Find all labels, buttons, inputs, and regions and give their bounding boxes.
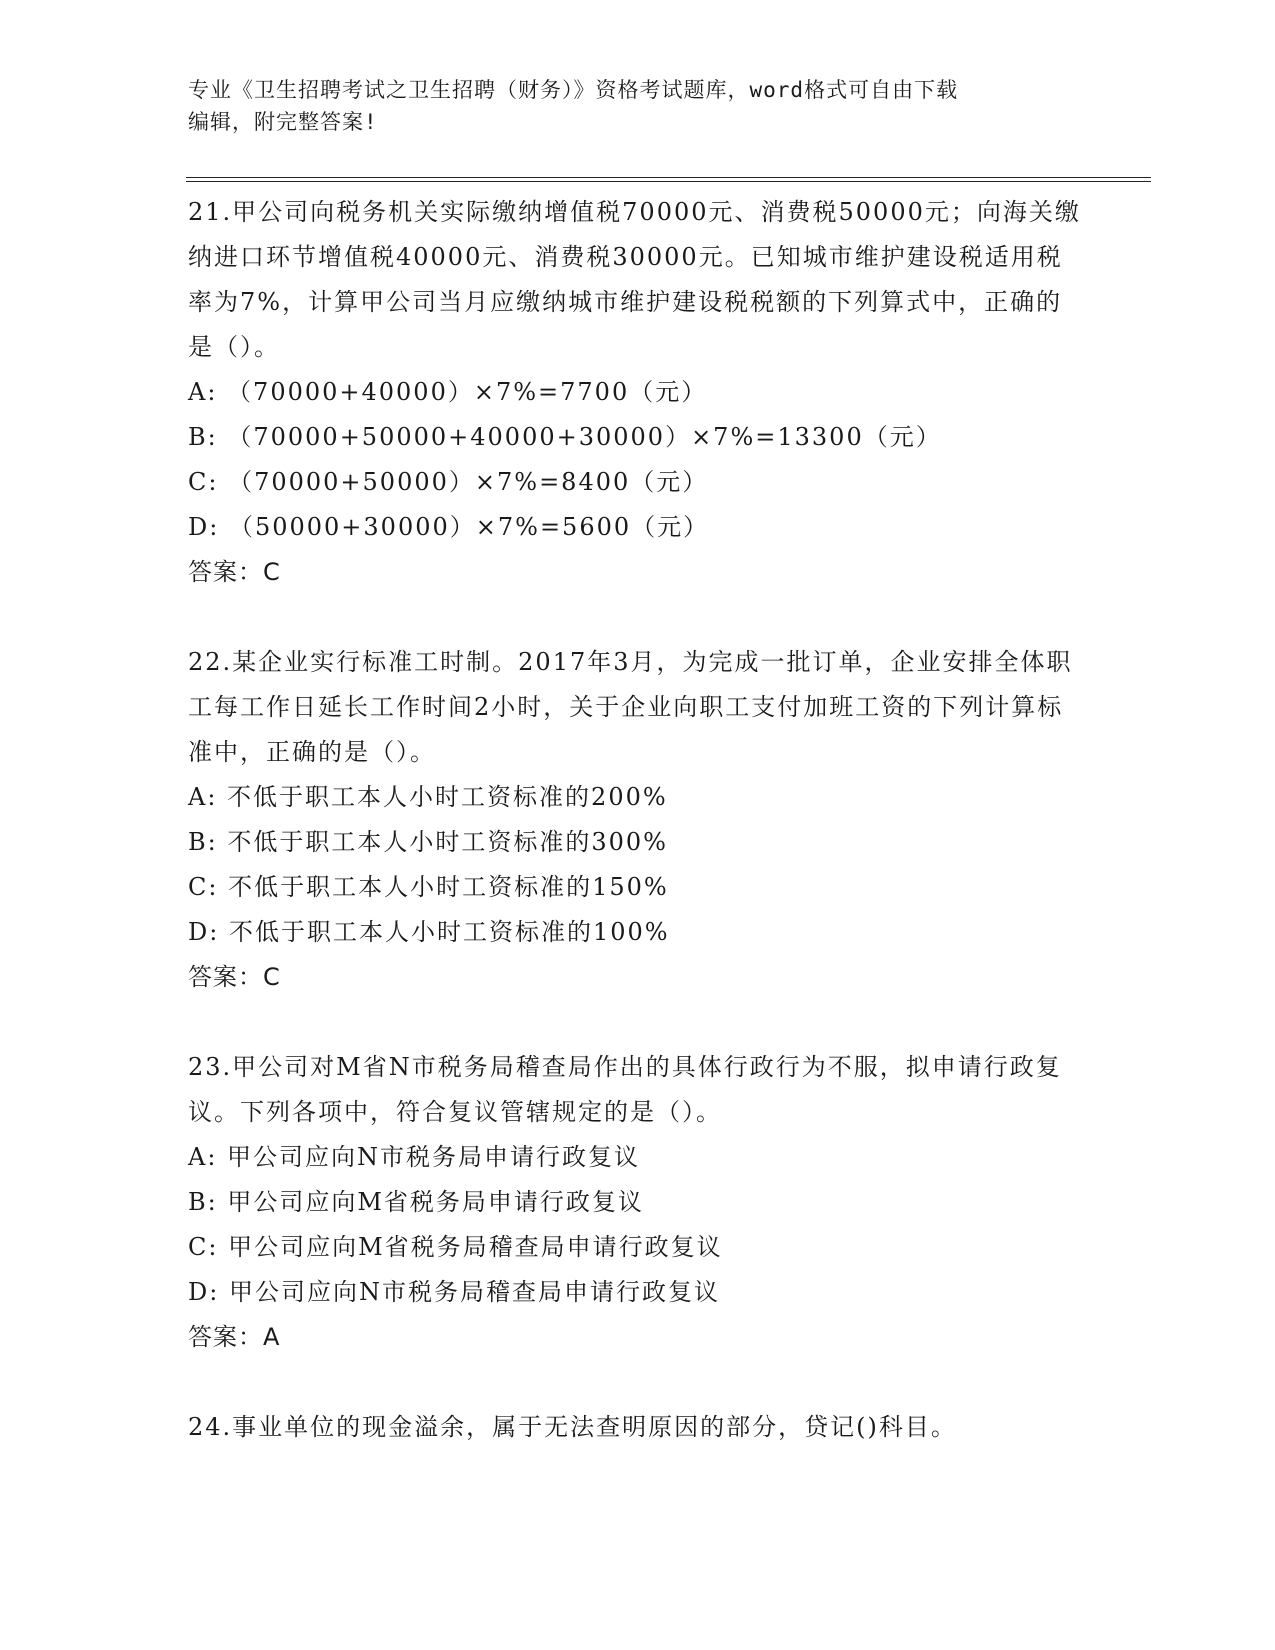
- option-a: A: （70000+40000）×7%=7700（元）: [188, 378, 708, 406]
- header-line-1: 专业《卫生招聘考试之卫生招聘（财务）》资格考试题库，word格式可自由下载: [188, 78, 959, 102]
- option-d: D: 甲公司应向N市税务局稽查局申请行政复议: [188, 1278, 720, 1306]
- question-22: [188, 640, 1088, 1000]
- header-divider-bottom: [186, 181, 1151, 182]
- question-24: [188, 1405, 1088, 1450]
- option-c: C: 不低于职工本人小时工资标准的150%: [188, 873, 669, 901]
- header-divider-top: [186, 177, 1151, 178]
- question-gap: [188, 1360, 1088, 1405]
- option-b: B: 甲公司应向M省税务局申请行政复议: [188, 1188, 644, 1216]
- question-stem: 22.某企业实行标准工时制。2017年3月，为完成一批订单，企业安排全体职工每工作日延长工作时间2小时，关于企业向职工支付加班工资的下列计算标准中，正确的是（）。: [188, 648, 1073, 766]
- option-d: D: 不低于职工本人小时工资标准的100%: [188, 918, 670, 946]
- answer-line: 答案：A: [188, 1323, 281, 1351]
- question-stem: 23.甲公司对M省N市税务局稽查局作出的具体行政行为不服，拟申请行政复议。下列各项中，符合复议管辖规定的是（）。: [188, 1053, 1062, 1126]
- question-21: [188, 190, 1088, 595]
- question-gap: [188, 595, 1088, 640]
- header-line-2: 编辑，附完整答案!: [188, 110, 378, 134]
- question-gap: [188, 1000, 1088, 1045]
- answer-line: 答案：C: [188, 558, 281, 586]
- document-header: [188, 74, 1088, 138]
- question-stem: 24.事业单位的现金溢余，属于无法查明原因的部分，贷记()科目。: [188, 1413, 957, 1441]
- option-c: C: （70000+50000）×7%=8400（元）: [188, 468, 709, 496]
- option-d: D: （50000+30000）×7%=5600（元）: [188, 513, 710, 541]
- question-stem: 21.甲公司向税务机关实际缴纳增值税70000元、消费税50000元；向海关缴纳进口环节增值税40000元、消费税30000元。已知城市维护建设税适用税率为7%，计算甲公司当月应缴纳城市维护建设税税额的下列算式中，正确的是（）。: [188, 198, 1081, 361]
- option-b: B: （70000+50000+40000+30000）×7%=13300（元）: [188, 423, 942, 451]
- question-list: [188, 190, 1088, 1450]
- question-23: [188, 1045, 1088, 1360]
- answer-line: 答案：C: [188, 963, 281, 991]
- option-a: A: 甲公司应向N市税务局申请行政复议: [188, 1143, 641, 1171]
- option-b: B: 不低于职工本人小时工资标准的300%: [188, 828, 668, 856]
- option-c: C: 甲公司应向M省税务局稽查局申请行政复议: [188, 1233, 723, 1261]
- option-a: A: 不低于职工本人小时工资标准的200%: [188, 783, 668, 811]
